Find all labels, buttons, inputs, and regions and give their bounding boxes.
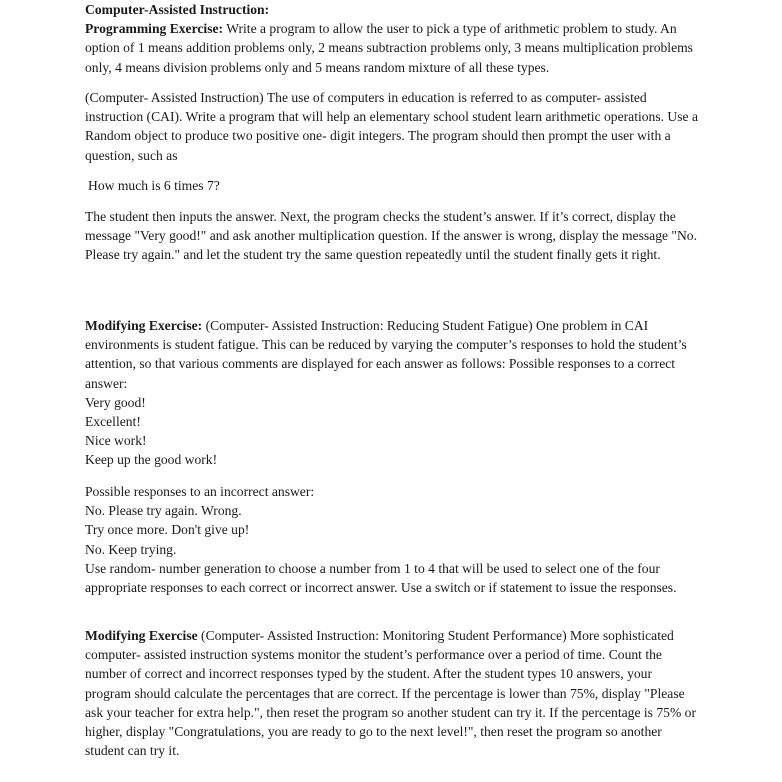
example-question-block [88, 176, 703, 195]
incorrect-response-1: No. Please try again. Wrong. [85, 503, 242, 519]
programming-exercise-text: Write a program to allow the user to pick a type of arithmetic problem to study. An option of 1 means addition problems only, 2 means subtraction problems only, 3 means multiplication problems only, 4 means division problems only and 5 means random mixture of all these types. [85, 21, 693, 75]
exercise-block-1 [85, 0, 700, 77]
cai-intro-block [85, 88, 700, 165]
incorrect-response-2: Try once more. Don't give up! [85, 522, 250, 538]
random-selection-instructions: Use random- number generation to choose a number from 1 to 4 that will be used to select one of the four appropriate responses to each correct or incorrect answer. Use a switch or if statement to issue the responses. [85, 560, 677, 596]
cai-intro-paragraph: (Computer- Assisted Instruction) The use of computers in education is referred to as computer- assisted instruction (CAI). Write a program that will help an elementary school student learn arithmetic operations. Use a Random object to produce two positive one- digit integers. The program should then prompt the user with a question, such as [85, 90, 698, 163]
cai-check-block [85, 207, 700, 265]
incorrect-responses-block [85, 482, 700, 597]
exercise-block-2 [85, 316, 700, 470]
modifying-exercise-label-2: Modifying Exercise [85, 628, 198, 643]
programming-exercise-label: Programming Exercise: [85, 21, 224, 37]
correct-response-2: Excellent! [85, 414, 141, 430]
reducing-fatigue-text: (Computer- Assisted Instruction: Reducing Student Fatigue) One problem in CAI environments is student fatigue. This can be reduced by varying the computer’s responses to hold the student’s attention, so that various comments are displayed for each answer as follows: Possible responses to a correct answer: [85, 318, 687, 391]
incorrect-responses-heading: Possible responses to an incorrect answer: [85, 484, 315, 499]
correct-response-3: Nice work! [85, 433, 147, 449]
example-question: How much is 6 times 7? [88, 178, 220, 193]
reducing-fatigue-paragraph [85, 316, 700, 393]
modifying-exercise-label-1: Modifying Exercise: [85, 318, 203, 333]
correct-response-1: Very good! [85, 394, 146, 410]
programming-exercise-paragraph [85, 19, 700, 77]
exercise-block-3 [85, 626, 700, 760]
monitoring-performance-paragraph [85, 626, 700, 760]
monitoring-performance-text: (Computer- Assisted Instruction: Monitoring Student Performance) More sophisticated computer- assisted instruction systems monitor the student’s performance over a period of time. Count the number of correct and incorrect responses typed by the student. After the student types 10 answers, your program should calculate the percentages that are correct. If the percentage is lower than 75%, display "Please ask your teacher for extra help.", then reset the program so another student can try it. If the percentage is 75% or higher, display "Congratulations, you are ready to go to the next level!", then reset the program so another student can try it. [85, 628, 696, 759]
cai-check-paragraph: The student then inputs the answer. Next, the program checks the student’s answer. If it’s correct, display the message "Very good!" and ask another multiplication question. If the answer is wrong, display the message "No. Please try again." and let the student try the same question repeatedly until the student finally gets it right. [85, 209, 697, 263]
correct-response-4: Keep up the good work! [85, 452, 218, 468]
document-heading: Computer-Assisted Instruction: [85, 2, 270, 17]
incorrect-response-3: No. Keep trying. [85, 541, 177, 557]
